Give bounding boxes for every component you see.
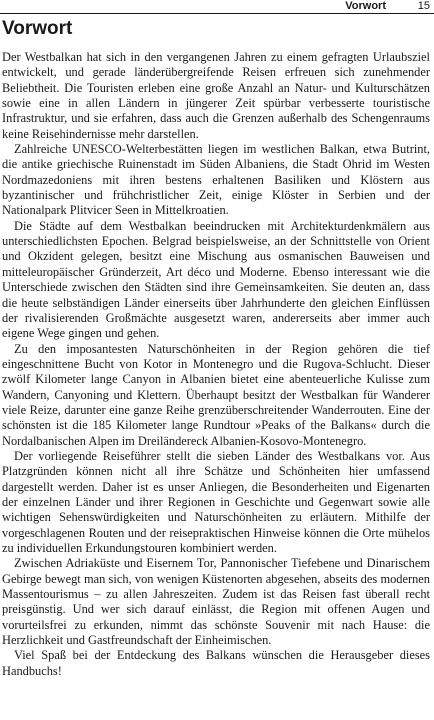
- paragraph: Die Städte auf dem Westbalkan beeindrucken mit Architekturdenkmälern aus unterschiedlichsten Epochen. Belgrad beispielsweise, an der Schnittstelle von Orient und Okzident gelegen, besitzt eine Mischung aus osmanischen Bauweisen und mitteleuropäischer Gründerzeit, Art déco und Moderne. Ebenso interessant wie die Unterschiede zwischen den Städten sind ihre Gemeinsamkeiten. Sie deuten an, dass die heute selbständigen Länder einerseits über Jahrhunderte den gleichen Einflüssen der rivalisierenden Großmächte ausgesetzt waren, andererseits aber immer auch eigene Wege gingen und gehen.: [2, 218, 430, 341]
- running-head: [0, 0, 434, 14]
- paragraph: Viel Spaß bei der Entdeckung des Balkans wünschen die Herausgeber dieses Handbuchs!: [2, 648, 430, 678]
- paragraph: Der vorliegende Reiseführer stellt die sieben Länder des Westbalkans vor. Aus Platzgründen können nicht all ihre Schätze und Schönheiten hier umfassend dargestellt werden. Daher ist es unser Anliegen, die Besonderheiten und Eigenarten der einzelnen Länder und ihrer Regionen in Geschichte und Gegenwart sowie alle wichtigen Sehenswürdigkeiten und Naturschönheiten zu erläutern. Mithilfe der vorgeschlagenen Routen und der reisepraktischen Hinweise können die Orte mühelos zu individuellen Erkundungstouren kombiniert werden.: [2, 448, 430, 555]
- page-number: 15: [417, 0, 430, 12]
- running-head-section: Vorwort: [345, 0, 386, 12]
- body-text: [2, 50, 430, 679]
- header-rule: [0, 13, 434, 14]
- paragraph: Zahlreiche UNESCO-Welterbestätten liegen im westlichen Balkan, etwa Butrint, die antike griechische Ruinenstadt im Süden Albaniens, die Stadt Ohrid im Westen Nordmazedoniens mit ihren bestens erhaltenen Basiliken und Klöstern aus byzantinischer und frühchristlicher Zeit, einige Klöster in Serbien und der Nationalpark Plitvicer Seen in Mittelkroatien.: [2, 142, 430, 218]
- paragraph: Zwischen Adriaküste und Eisernem Tor, Pannonischer Tiefebene und Dinarischem Gebirge bewegt man sich, von wenigen Küstenorten abgesehen, abseits des modernen Massentourismus – zu allen Jahreszeiten. Zudem ist das Reisen fast überall recht preisgünstig. Und wer sich darauf einlässt, die Region mit offenen Augen und vorurteilsfrei zu erkunden, nimmt das schönste Souvenir mit nach Hause: die Herzlichkeit und Gastfreundschaft der Einheimischen.: [2, 556, 430, 648]
- paragraph: Zu den imposantesten Naturschönheiten in der Region gehören die tief eingeschnittene Bucht von Kotor in Montenegro und die Rugova-Schlucht. Dieser zwölf Kilometer lange Canyon in Albanien bietet eine abenteuerliche Kulisse zum Wandern, Canyoning und Klettern. Überhaupt besitzt der Westbalkan für Wanderer viele Reize, darunter eine ganze Reihe grenzüberschreitender Wanderrouten. Eine der schönsten ist die 185 Kilometer lange Rundtour »Peaks of the Balkans« durch die Nordalbanischen Alpen im Dreiländereck Albanien-Kosovo-Montenegro.: [2, 341, 430, 448]
- paragraph: Der Westbalkan hat sich in den vergangenen Jahren zu einem gefragten Urlaubsziel entwickelt, und gerade länderübergreifende Reisen erfreuen sich zunehmender Beliebtheit. Die Touristen erleben eine große Anzahl an Natur- und Kulturschätzen sowie eine in allen Ländern in jüngerer Zeit spürbar verbesserte touristische Infrastruktur, und sie erfahren, dass auch die Grenzen außerhalb des Schengenraums keine Reisehindernisse mehr darstellen.: [2, 50, 430, 141]
- page-title: Vorwort: [2, 18, 73, 39]
